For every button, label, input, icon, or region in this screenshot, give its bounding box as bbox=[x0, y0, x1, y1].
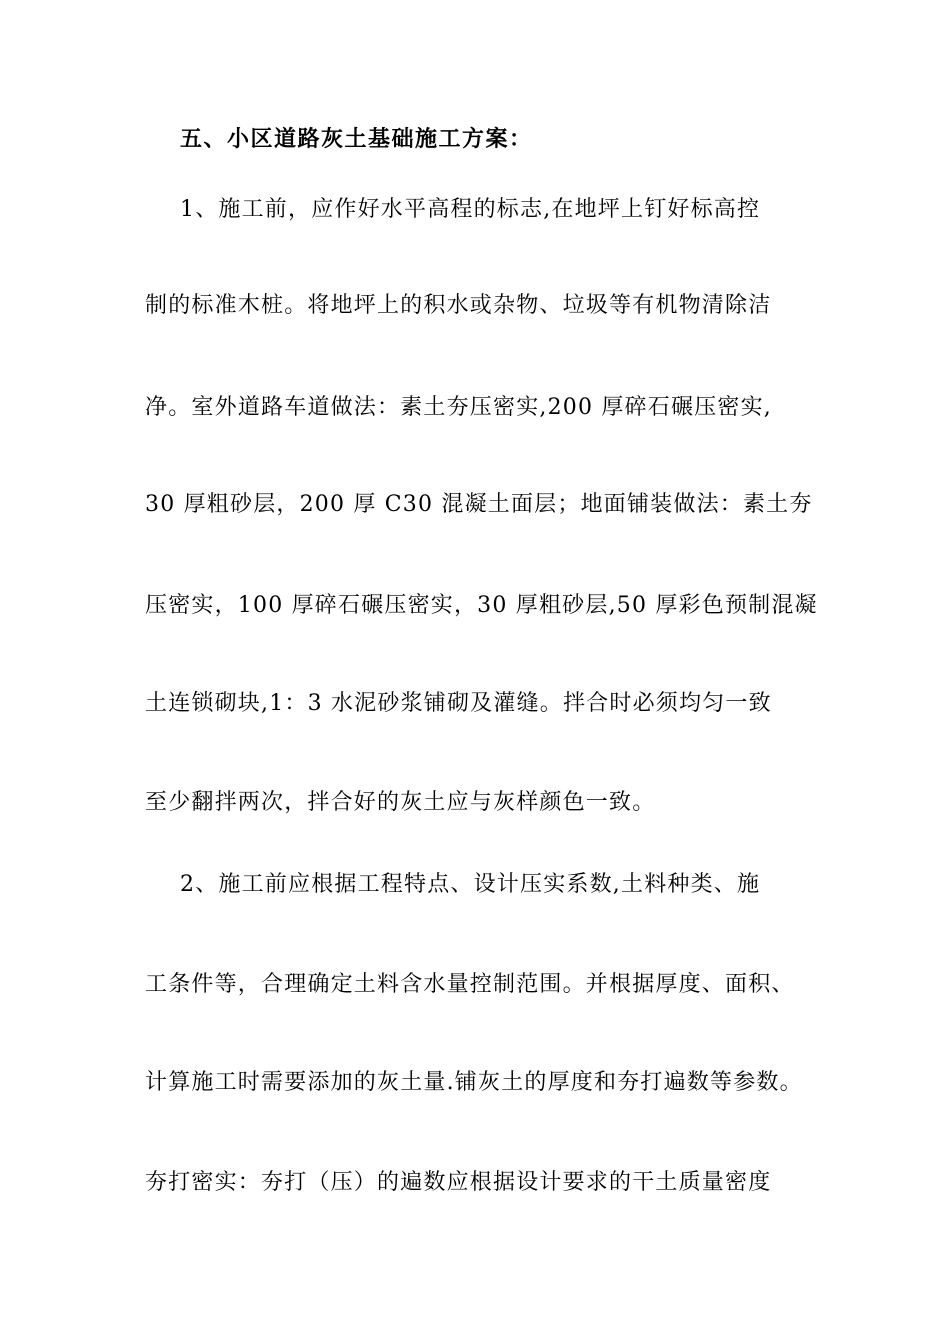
paragraph-line: 30 厚粗砂层，200 厚 C30 混凝土面层；地面铺装做法：素土夯 bbox=[145, 492, 813, 517]
paragraph-line: 制的标准木桩。将地坪上的积水或杂物、垃圾等有机物清除洁 bbox=[145, 293, 772, 318]
paragraph-line: 计算施工时需要添加的灰土量.铺灰土的厚度和夯打遍数等参数。 bbox=[145, 1070, 803, 1095]
paragraph-line: 净。室外道路车道做法：素土夯压密实,200 厚碎石碾压密实, bbox=[145, 395, 772, 420]
paragraph-line: 压密实，100 厚碎石碾压密实，30 厚粗砂层,50 厚彩色预制混凝 bbox=[145, 593, 818, 618]
paragraph-line: 夯打密实：夯打（压）的遍数应根据设计要求的干土质量密度 bbox=[145, 1170, 772, 1195]
paragraph-line: 工条件等，合理确定土料含水量控制范围。并根据厚度、面积、 bbox=[145, 972, 795, 997]
paragraph-line: 2、施工前应根据工程特点、设计压实系数,土料种类、施 bbox=[180, 872, 761, 897]
paragraph-line: 土连锁砌块,1：3 水泥砂浆铺砌及灌缝。拌合时必须均匀一致 bbox=[145, 691, 772, 716]
section-heading: 五、小区道路灰土基础施工方案： bbox=[180, 126, 533, 152]
paragraph-line: 至少翻拌两次，拌合好的灰土应与灰样颜色一致。 bbox=[145, 790, 656, 815]
paragraph-line: 1、施工前，应作好水平高程的标志,在地坪上钉好标高控 bbox=[180, 197, 761, 222]
